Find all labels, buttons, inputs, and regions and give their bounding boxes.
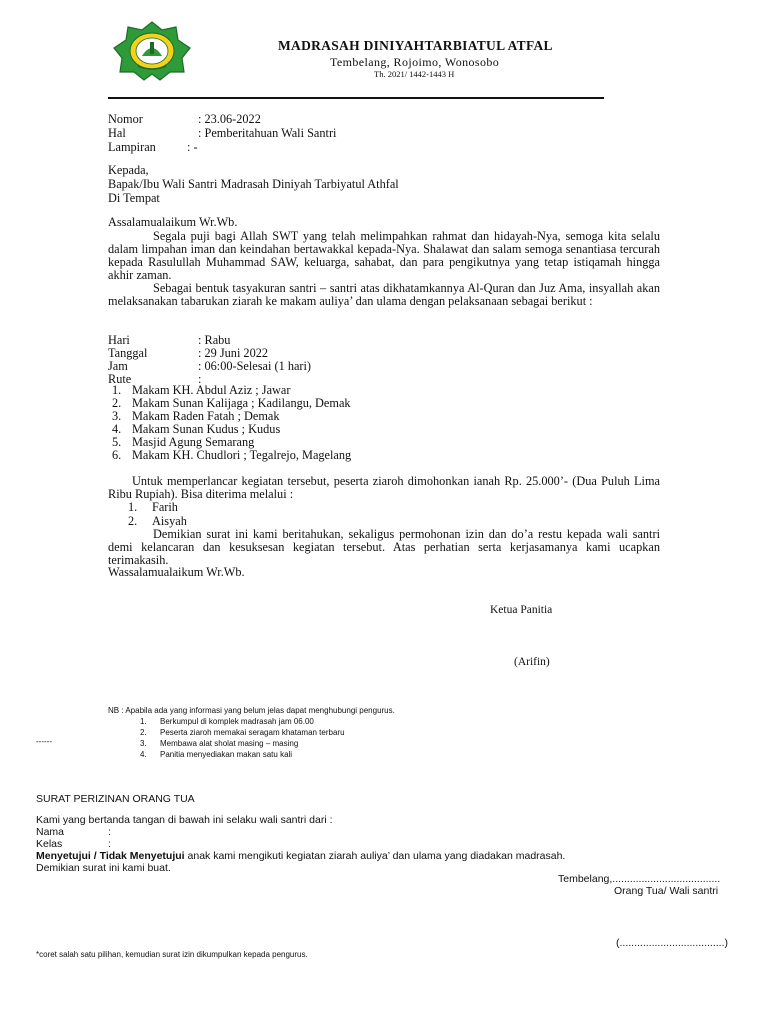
purpose-paragraph: Sebagai bentuk tasyakuran santri – santri atas dikhatamkannya Al-Quran dan Juz Ama, insyallah akan melaksanakan tabarukan ziarah ke makam auliya’ dan ulama dengan pelaksanaan sebagai berikut : <box>108 281 660 308</box>
permit-signature-blank: (....................................) <box>616 937 729 949</box>
approval-choice: Menyetujui / Tidak Menyetujui <box>36 850 185 862</box>
tanggal-label: Tanggal <box>108 346 148 360</box>
jam-value: : 06:00-Selesai (1 hari) <box>198 359 312 373</box>
school-address: Tembelang, Rojoimo, Wonosobo <box>330 55 500 69</box>
route-item: 3. Makam Raden Fatah ; Demak <box>112 409 280 423</box>
receiver-item: 2. Aisyah <box>128 514 187 528</box>
madrasah-logo <box>112 20 192 82</box>
school-name: MADRASAH DINIYAHTARBIATUL ATFAL <box>278 38 553 53</box>
rute-value: : <box>198 372 202 386</box>
route-item: 2. Makam Sunan Kalijaga ; Kadilangu, Demak <box>112 396 351 410</box>
academic-year: Th. 2021/ 1442-1443 H <box>374 69 455 79</box>
recipient-name: Bapak/Ibu Wali Santri Madrasah Diniyah Tarbiyatul Athfal <box>108 177 399 191</box>
greeting: Assalamualaikum Wr.Wb. <box>108 215 238 229</box>
note-item: 4. Panitia menyediakan makan satu kali <box>140 750 293 759</box>
closing-paragraph: Demikian surat ini kami beritahukan, sekaligus permohonan izin dan do’a restu kepada wali santri demi kelancaran dan kesuksesan kegiatan tersebut. Atas perhatian serta kerjasamanya kami ucapkan terimakasih. <box>108 527 660 567</box>
notes-intro: NB : Apabila ada yang informasi yang belum jelas dapat menghubungi pengurus. <box>108 706 395 715</box>
note-item: 3. Membawa alat sholat masing – masing <box>140 739 299 748</box>
payment-paragraph: Untuk memperlancar kegiatan tersebut, peserta ziaroh dimohonkan ianah Rp. 25.000’- (Dua Puluh Lima Ribu Rupiah). Bisa diterima melalui : <box>108 474 660 501</box>
farewell: Wassalamualaikum Wr.Wb. <box>108 565 245 579</box>
header-divider <box>108 97 604 99</box>
cut-marks: ------ <box>36 737 52 746</box>
tanggal-value: : 29 Juni 2022 <box>198 346 269 360</box>
nomor-label: Nomor <box>108 112 143 126</box>
permit-title: SURAT PERIZINAN ORANG TUA <box>36 793 195 805</box>
permit-nama-label: Nama <box>36 826 65 838</box>
permit-intro: Kami yang bertanda tangan di bawah ini selaku wali santri dari : <box>36 814 333 826</box>
signature-name: (Arifin) <box>514 656 550 668</box>
permit-signer: Orang Tua/ Wali santri <box>614 885 719 897</box>
hal-label: Hal <box>108 126 126 140</box>
note-item: 1. Berkumpul di komplek madrasah jam 06.00 <box>140 717 314 726</box>
jam-label: Jam <box>108 359 128 373</box>
permit-place-date: Tembelang,..................................... <box>558 873 721 885</box>
permit-footnote: *coret salah satu pilihan, kemudian surat izin dikumpulkan kepada pengurus. <box>36 950 308 959</box>
route-item: 1. Makam KH. Abdul Aziz ; Jawar <box>112 383 291 397</box>
lampiran-value: : - <box>187 140 198 154</box>
permit-kelas-colon: : <box>108 838 111 850</box>
lampiran-label: Lampiran <box>108 140 156 154</box>
permit-approval: Menyetujui / Tidak Menyetujui anak kami mengikuti kegiatan ziarah auliya’ dan ulama yang diadakan madrasah. <box>36 850 566 862</box>
recipient-place: Di Tempat <box>108 191 160 205</box>
opening-paragraph: Segala puji bagi Allah SWT yang telah melimpahkan rahmat dan hidayah-Nya, semoga kita selalu dalam limpahan iman dan keindahan bertawakkal kepada-Nya. Shalawat dan salam semoga senantiasa tercurah kepada Rasulullah Muhammad SAW, keluarga, sahabat, dan para pengikutnya yang tetap istiqamah hingga akhir zaman. <box>108 229 660 282</box>
route-item: 5. Masjid Agung Semarang <box>112 435 255 449</box>
rute-label: Rute <box>108 372 132 386</box>
receiver-item: 1. Farih <box>128 500 178 514</box>
permit-closing: Demikian surat ini kami buat. <box>36 862 171 874</box>
note-item: 2. Peserta ziaroh memakai seragam khataman terbaru <box>140 728 345 737</box>
route-item: 4. Makam Sunan Kudus ; Kudus <box>112 422 281 436</box>
hal-value: : Pemberitahuan Wali Santri <box>198 126 337 140</box>
hari-value: : Rabu <box>198 333 231 347</box>
nomor-value: : 23.06-2022 <box>198 112 261 126</box>
route-item: 6. Makam KH. Chudlori ; Tegalrejo, Magelang <box>112 448 352 462</box>
permit-nama-colon: : <box>108 826 111 838</box>
signature-role: Ketua Panitia <box>490 604 553 616</box>
permit-kelas-label: Kelas <box>36 838 63 850</box>
recipient-kepada: Kepada, <box>108 163 149 177</box>
hari-label: Hari <box>108 333 130 347</box>
